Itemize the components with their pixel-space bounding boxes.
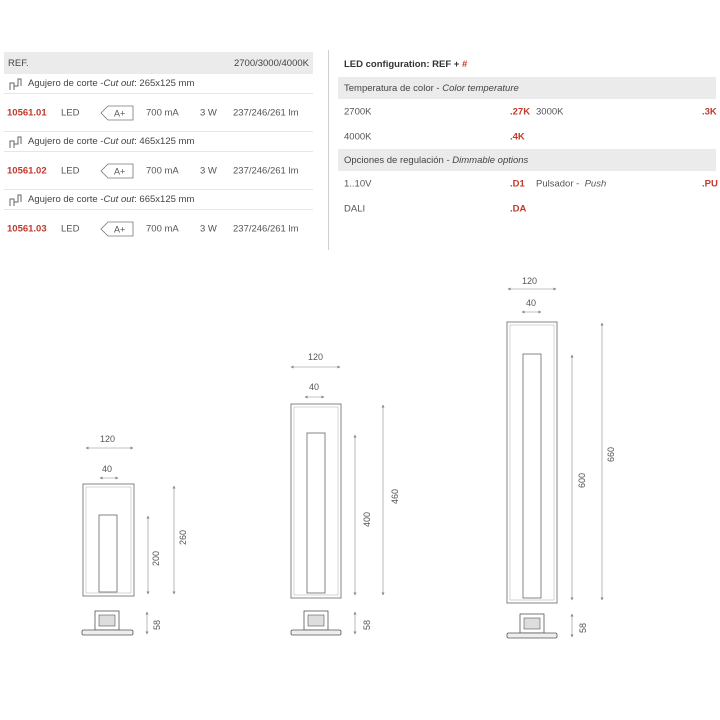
config-hash: # xyxy=(461,59,468,70)
option-label-en: Push xyxy=(584,178,607,189)
luminous-flux: 237/246/261 lm xyxy=(233,165,299,176)
option-code: .27K xyxy=(510,106,531,117)
energy-class-text: A+ xyxy=(114,166,126,176)
bollard-drawing-small xyxy=(82,434,188,635)
product-ref: 10561.02 xyxy=(7,165,47,176)
option-code: .4K xyxy=(510,131,525,142)
option-label: 1..10V xyxy=(344,178,372,189)
energy-class-text: A+ xyxy=(114,224,126,235)
option-code: .3K xyxy=(702,106,717,117)
option-label: 3000K xyxy=(536,106,564,117)
bollard-base-plate xyxy=(82,630,133,635)
cct-column-label: 2700/3000/4000K xyxy=(233,57,309,69)
current: 700 mA xyxy=(146,107,179,118)
cutout-value: : 465x125 mm xyxy=(134,136,195,147)
current: 700 mA xyxy=(146,223,179,235)
cutout-value: : 665x125 mm xyxy=(134,194,195,205)
width-dimension: 120 xyxy=(522,276,538,286)
bollard-window xyxy=(523,354,541,598)
cutout-label-es: Agujero de corte - xyxy=(28,78,104,89)
luminous-flux: 237/246/261 lm xyxy=(233,107,299,118)
cutout-label-en: Cut out xyxy=(103,136,135,147)
option-code: .DA xyxy=(510,203,527,214)
bollard-base-plate xyxy=(507,633,557,638)
config-ref-text: REF + xyxy=(432,59,460,70)
light-source: LED xyxy=(61,107,80,118)
width-dimension: 120 xyxy=(308,352,324,362)
bollard-drawing-medium xyxy=(291,352,400,635)
luminous-flux: 237/246/261 lm xyxy=(233,223,299,235)
option-label-es: Pulsador - xyxy=(536,178,582,189)
bollard-window xyxy=(307,433,325,593)
height-dimension: 660 xyxy=(606,446,616,462)
cutout-label-es: Agujero de corte - xyxy=(28,136,104,147)
base-height-dimension: 58 xyxy=(152,619,162,630)
window-height-dimension: 600 xyxy=(577,472,587,488)
window-width-dimension: 40 xyxy=(102,464,113,474)
window-width-dimension: 40 xyxy=(309,382,320,392)
base-height-dimension: 58 xyxy=(362,619,372,630)
color-temp-label-en: Color temperature xyxy=(442,82,519,94)
energy-class-text: A+ xyxy=(114,108,126,118)
power: 3 W xyxy=(200,165,217,176)
window-height-dimension: 200 xyxy=(151,550,161,566)
color-temp-label-es: Temperatura de color - xyxy=(344,82,440,94)
config-title-label: LED configuration: xyxy=(344,59,430,70)
product-ref: 10561.03 xyxy=(7,223,47,235)
option-label: 4000K xyxy=(344,131,372,142)
power: 3 W xyxy=(200,223,217,235)
dimmable-label-en: Dimmable options xyxy=(452,154,529,166)
option-code: .PU xyxy=(702,178,718,189)
width-dimension: 120 xyxy=(100,434,116,444)
current: 700 mA xyxy=(146,165,179,176)
height-dimension: 460 xyxy=(390,488,400,504)
light-source: LED xyxy=(61,223,80,235)
bollard-window xyxy=(99,515,117,592)
cutout-label-en: Cut out xyxy=(103,78,135,89)
window-width-dimension: 40 xyxy=(526,298,537,308)
light-source: LED xyxy=(61,165,80,176)
cutout-label-en: Cut out xyxy=(103,194,135,205)
option-label: 2700K xyxy=(344,106,372,117)
option-label: DALI xyxy=(344,203,366,214)
window-height-dimension: 400 xyxy=(362,511,372,527)
height-dimension: 260 xyxy=(178,529,188,545)
bollard-base-plate xyxy=(291,630,341,635)
base-height-dimension: 58 xyxy=(578,622,588,633)
bollard-drawing-large xyxy=(507,276,616,638)
option-code: .D1 xyxy=(510,178,525,189)
product-ref: 10561.01 xyxy=(7,107,47,118)
cutout-value: : 265x125 mm xyxy=(134,78,195,89)
power: 3 W xyxy=(200,107,217,118)
dimmable-label-es: Opciones de regulación - xyxy=(344,154,450,166)
cutout-label-es: Agujero de corte - xyxy=(28,194,104,205)
ref-column-label: REF. xyxy=(8,57,29,69)
